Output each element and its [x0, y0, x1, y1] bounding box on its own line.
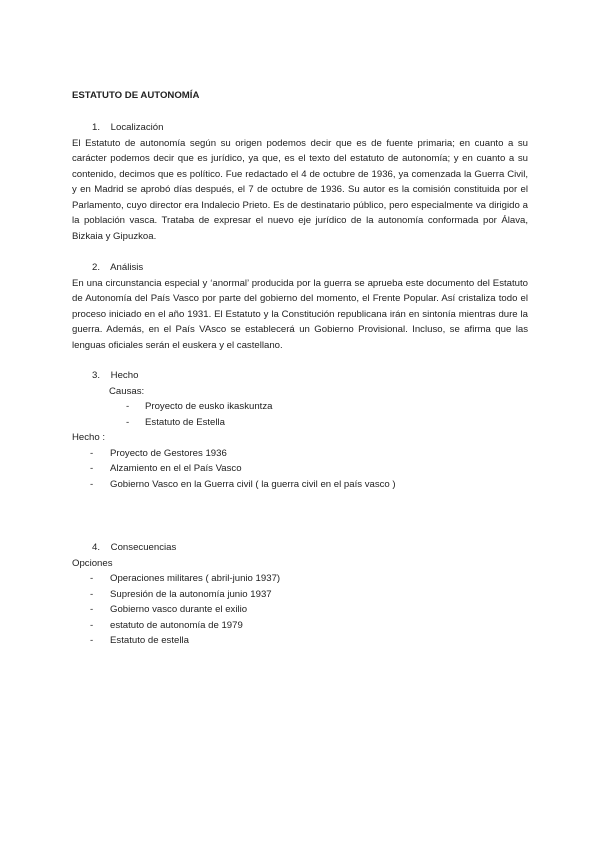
dash-bullet: -	[90, 463, 94, 474]
list-item	[72, 446, 528, 462]
list-item	[72, 571, 528, 587]
section-number: 3.	[92, 370, 101, 381]
dash-bullet: -	[90, 588, 94, 600]
section-title: Análisis	[110, 262, 144, 273]
section-localizacion	[72, 120, 528, 244]
list-item-text: estatuto de autonomía de 1979	[110, 619, 243, 631]
section-number: 1.	[92, 122, 101, 133]
dash-bullet: -	[90, 619, 94, 631]
hecho-block	[72, 430, 528, 492]
section-paragraph: El Estatuto de autonomía según su origen podemos decir que es de fuente primaria; en cuanto a su carácter podemos decir que es jurídico, ya que, es el texto del estatuto de autonomía; y en cuanto a su contenido, decimos que es político. Fue redactado el 4 de octubre de 1936, ya comenzada la Guerra Civil, y en Madrid se aprobó días después, el 7 de octubre de 1936. Su autor es la comisión constituida por el Parlamento, cuyo director era Indalecio Prieto. Es de destinatario público, pero especialmente va dirigido a la población vasca. Trataba de expresar el nuevo eje jurídico de la autonomía conformada por Álava, Bizkaia y Gipuzkoa.	[72, 137, 528, 242]
dash-bullet: -	[90, 573, 94, 584]
document-title: ESTATUTO DE AUTONOMÍA	[72, 90, 200, 101]
list-item-text: Operaciones militares ( abril-junio 1937)	[110, 573, 281, 584]
list-item-text: Estatuto de Estella	[145, 416, 225, 428]
list-item-text: Alzamiento en el el País Vasco	[110, 463, 242, 474]
dash-bullet: -	[90, 604, 94, 615]
section-heading	[72, 260, 528, 276]
hecho-list	[72, 446, 528, 493]
causas-label: Causas:	[109, 385, 145, 397]
list-item-text: Gobierno Vasco en la Guerra civil ( la guerra civil en el país vasco )	[110, 478, 396, 490]
section-number: 4.	[92, 542, 101, 553]
section-number: 2.	[92, 262, 101, 273]
section-title: Hecho	[110, 370, 139, 381]
dash-bullet: -	[126, 401, 130, 412]
dash-bullet: -	[126, 416, 130, 428]
list-item-text: Proyecto de eusko ikaskuntza	[145, 401, 273, 412]
dash-bullet: -	[90, 478, 94, 490]
section-title: Localización	[110, 122, 164, 133]
section-analisis	[72, 260, 528, 353]
section-heading	[72, 540, 528, 556]
section-paragraph: En una circunstancia especial y ‘anormal’ producida por la guerra se aprueba este documento del Estatuto de Autonomía del País Vasco por parte del gobierno del momento, el Frente Popular. Así cristaliza todo el proceso iniciado en el año 1931. El Estatuto y la Constitución republicana irán en sintonía mientras dure la guerra. Además, en el País VAsco se establecerá un Gobierno Provisional. Incluso, se afirma que las lenguas oficiales serán el euskera y el castellano.	[72, 277, 528, 351]
hecho-label: Hecho :	[72, 432, 106, 443]
section-heading	[72, 368, 528, 384]
list-item	[72, 633, 528, 649]
list-item	[72, 477, 528, 493]
list-item	[72, 399, 528, 415]
list-item	[72, 461, 528, 477]
list-item	[72, 618, 528, 634]
section-title: Consecuencias	[110, 542, 177, 553]
section-consecuencias	[72, 540, 528, 649]
list-item-text: Supresión de la autonomía junio 1937	[110, 588, 272, 600]
list-item	[72, 587, 528, 603]
list-item	[72, 415, 528, 431]
list-item	[72, 602, 528, 618]
section-hecho	[72, 368, 528, 430]
dash-bullet: -	[90, 635, 94, 646]
list-item-text: Estatuto de estella	[110, 635, 189, 646]
list-item-text: Proyecto de Gestores 1936	[110, 447, 227, 459]
causas-list	[72, 399, 528, 430]
dash-bullet: -	[90, 447, 94, 459]
opciones-list	[72, 571, 528, 649]
section-heading	[72, 120, 528, 136]
opciones-label: Opciones	[72, 557, 113, 569]
list-item-text: Gobierno vasco durante el exilio	[110, 604, 248, 615]
